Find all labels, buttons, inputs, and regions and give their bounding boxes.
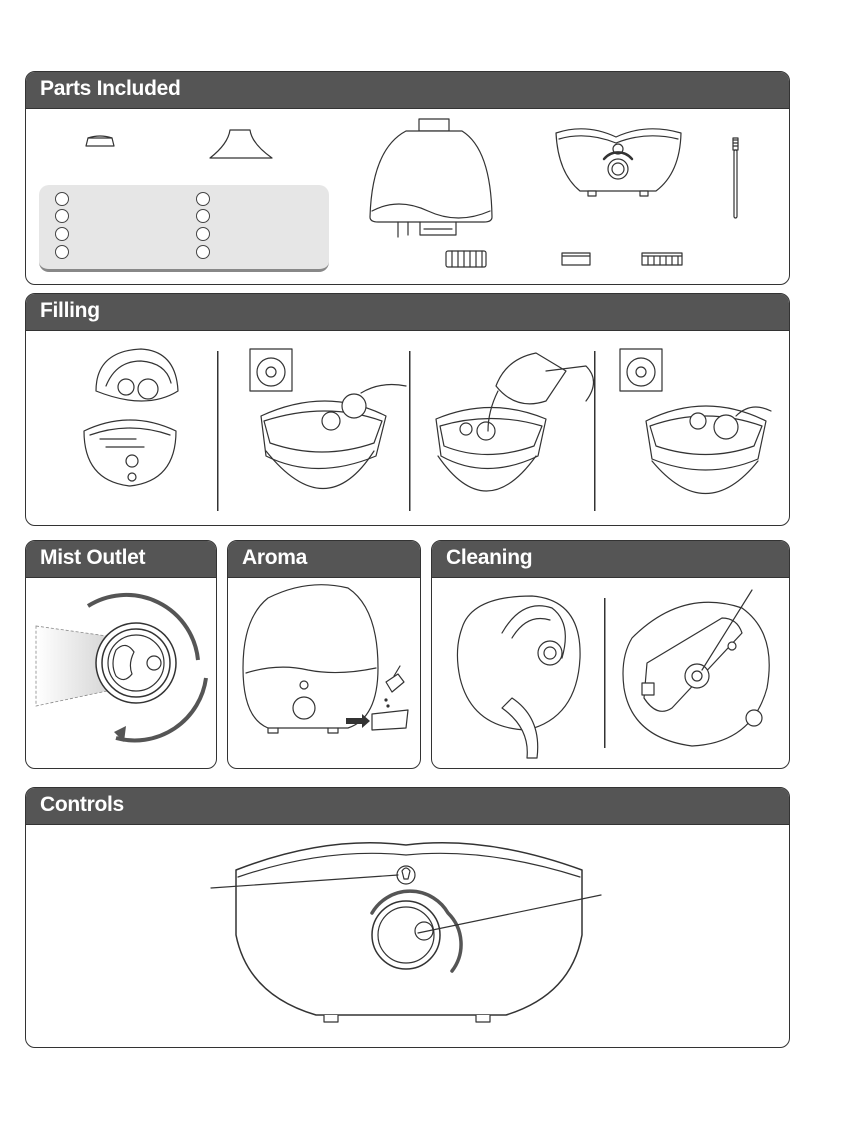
- nozzle-cone-illustration: [210, 130, 272, 158]
- mist-outlet-panel: [25, 540, 217, 769]
- cleaning-step-1: [457, 596, 580, 758]
- base-illustration: [556, 129, 681, 196]
- controls-panel: [25, 787, 790, 1048]
- parts-included-body: [26, 109, 789, 284]
- filling-step-2: [250, 349, 406, 489]
- cleaning-divider: [604, 598, 606, 748]
- mist-outlet-header: [26, 541, 216, 578]
- water-tank-illustration: [370, 119, 492, 237]
- filling-header: [26, 294, 789, 331]
- mist-outlet-illustration: [26, 578, 217, 769]
- cleaning-body: [432, 578, 789, 768]
- filling-panel: [25, 293, 790, 526]
- cleaning-step-2: [623, 590, 769, 746]
- aroma-header: [228, 541, 420, 578]
- filling-divider-3: [594, 351, 596, 511]
- legend-marker-1: [55, 192, 69, 206]
- mist-outlet-body: [26, 578, 216, 768]
- aroma-body: [228, 578, 420, 768]
- filling-step-1: [84, 349, 178, 486]
- filling-illustration: [26, 331, 790, 526]
- cleaning-title: Cleaning: [446, 546, 533, 569]
- controls-body: [26, 825, 789, 1047]
- aroma-panel: [227, 540, 421, 769]
- aroma-title: Aroma: [242, 546, 308, 569]
- sponge-pad-illustration: [562, 253, 590, 265]
- cleaning-header: [432, 541, 789, 578]
- legend-marker-4: [55, 245, 69, 259]
- aroma-illustration: [228, 578, 421, 769]
- legend-marker-7: [196, 227, 210, 241]
- legend-marker-8: [196, 245, 210, 259]
- filling-step-4: [620, 349, 771, 494]
- cleaning-brush-illustration: [733, 138, 738, 218]
- controls-title: Controls: [40, 793, 124, 816]
- filling-title: Filling: [40, 299, 100, 322]
- filling-divider-2: [409, 351, 411, 511]
- filling-divider-1: [217, 351, 219, 511]
- legend-marker-6: [196, 209, 210, 223]
- parts-legend-box: [39, 185, 329, 272]
- controls-header: [26, 788, 789, 825]
- cleaning-illustration: [432, 578, 790, 769]
- filter-pad-illustration: [642, 253, 682, 265]
- legend-marker-3: [55, 227, 69, 241]
- power-indicator-illustration: [397, 866, 415, 884]
- mist-outlet-title: Mist Outlet: [40, 546, 146, 569]
- parts-included-panel: [25, 71, 790, 285]
- legend-marker-2: [55, 209, 69, 223]
- legend-marker-5: [196, 192, 210, 206]
- parts-included-title: Parts Included: [40, 77, 181, 100]
- filling-body: [26, 331, 789, 525]
- filter-cap-illustration: [446, 251, 486, 267]
- cleaning-panel: [431, 540, 790, 769]
- small-cap-illustration: [86, 136, 114, 146]
- filling-step-3: [436, 353, 594, 491]
- controls-illustration: [26, 825, 790, 1048]
- parts-included-header: [26, 72, 789, 109]
